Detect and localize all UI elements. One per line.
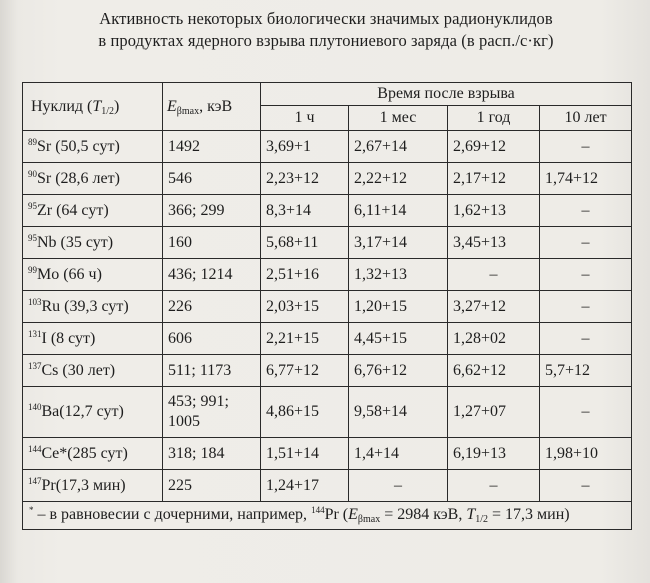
activity-cell: 4,86+15 — [261, 387, 349, 438]
energy-cell: 1492 — [163, 131, 261, 163]
energy-cell: 436; 1214 — [163, 259, 261, 291]
energy-cell: 546 — [163, 163, 261, 195]
nuclide-cell: $^{147}$Pr(17,3 мин) — [23, 470, 163, 502]
energy-cell: 225 — [163, 470, 261, 502]
activity-cell: 6,11+14 — [349, 195, 448, 227]
table-row — [23, 291, 632, 323]
activity-cell: 2,51+16 — [261, 259, 349, 291]
activity-cell: – — [540, 195, 632, 227]
table-row — [23, 163, 632, 195]
table-row — [23, 387, 632, 438]
activity-cell: 5,68+11 — [261, 227, 349, 259]
activity-cell: 1,32+13 — [349, 259, 448, 291]
table-row — [23, 131, 632, 163]
energy-cell: 606 — [163, 323, 261, 355]
activity-cell: 6,62+12 — [448, 355, 540, 387]
activity-cell: 6,19+13 — [448, 438, 540, 470]
table-row — [23, 323, 632, 355]
activity-cell: – — [540, 131, 632, 163]
table-row — [23, 470, 632, 502]
header-time-1year: 1 год — [448, 106, 540, 131]
activity-cell: 2,03+15 — [261, 291, 349, 323]
table-row — [23, 438, 632, 470]
activity-cell: 8,3+14 — [261, 195, 349, 227]
activity-cell: – — [448, 259, 540, 291]
activity-cell: 4,45+15 — [349, 323, 448, 355]
nuclide-activity-table — [22, 82, 632, 530]
activity-cell: 3,27+12 — [448, 291, 540, 323]
table-row — [23, 227, 632, 259]
activity-cell: 1,20+15 — [349, 291, 448, 323]
table-title — [26, 8, 626, 52]
activity-cell: 3,17+14 — [349, 227, 448, 259]
activity-cell: – — [540, 323, 632, 355]
header-time-group: Время после взрыва — [261, 83, 632, 106]
activity-cell: 1,51+14 — [261, 438, 349, 470]
table-row — [23, 259, 632, 291]
activity-cell: 2,17+12 — [448, 163, 540, 195]
activity-cell: 2,67+14 — [349, 131, 448, 163]
header-nuclide: Нуклид $(T_{1/2})$ — [23, 83, 163, 131]
nuclide-cell: $^{90}$Sr (28,6 лет) — [23, 163, 163, 195]
table-row — [23, 195, 632, 227]
title-line-2: в продуктах ядерного взрыва плутониевого заряда (в расп./с·кг) — [98, 31, 554, 50]
energy-cell: 226 — [163, 291, 261, 323]
energy-cell: 160 — [163, 227, 261, 259]
activity-cell: – — [540, 259, 632, 291]
activity-cell: – — [349, 470, 448, 502]
activity-cell: 3,45+13 — [448, 227, 540, 259]
activity-cell: 9,58+14 — [349, 387, 448, 438]
activity-cell: 1,27+07 — [448, 387, 540, 438]
nuclide-cell: $^{131}$I (8 сут) — [23, 323, 163, 355]
nuclide-cell: $^{95}$Zr (64 сут) — [23, 195, 163, 227]
activity-cell: – — [540, 470, 632, 502]
energy-cell: 318; 184 — [163, 438, 261, 470]
activity-cell: 6,76+12 — [349, 355, 448, 387]
activity-cell: 3,69+1 — [261, 131, 349, 163]
title-line-1: Активность некоторых биологически значимых радионуклидов — [99, 9, 553, 28]
activity-cell: – — [540, 387, 632, 438]
energy-cell: 511; 1173 — [163, 355, 261, 387]
activity-cell: 2,69+12 — [448, 131, 540, 163]
activity-cell: 2,22+12 — [349, 163, 448, 195]
table-row — [23, 355, 632, 387]
activity-cell: 1,4+14 — [349, 438, 448, 470]
activity-cell: 2,21+15 — [261, 323, 349, 355]
header-time-10years: 10 лет — [540, 106, 632, 131]
activity-cell: 5,7+12 — [540, 355, 632, 387]
activity-cell: – — [540, 227, 632, 259]
footnote: * – в равновесии с дочерними, например, $^{144}$Pr ($E_{\beta max} = 2984$ кэВ, $T_{1/2} = 17,3$ мин) — [23, 502, 632, 530]
nuclide-cell: $^{103}$Ru (39,3 сут) — [23, 291, 163, 323]
nuclide-cell: $^{89}$Sr (50,5 сут) — [23, 131, 163, 163]
nuclide-cell: $^{144}$Ce*(285 сут) — [23, 438, 163, 470]
activity-cell: – — [448, 470, 540, 502]
activity-cell: 1,74+12 — [540, 163, 632, 195]
activity-cell: 1,98+10 — [540, 438, 632, 470]
header-time-1h: 1 ч — [261, 106, 349, 131]
nuclide-cell: $^{99}$Mo (66 ч) — [23, 259, 163, 291]
header-time-1month: 1 мес — [349, 106, 448, 131]
activity-cell: 1,24+17 — [261, 470, 349, 502]
activity-cell: 2,23+12 — [261, 163, 349, 195]
activity-cell: 6,77+12 — [261, 355, 349, 387]
energy-cell: 366; 299 — [163, 195, 261, 227]
header-energy: $E_{\beta max}$, кэВ — [163, 83, 261, 131]
activity-cell: – — [540, 291, 632, 323]
activity-cell: 1,28+02 — [448, 323, 540, 355]
nuclide-cell: $^{95}$Nb (35 сут) — [23, 227, 163, 259]
energy-cell: 453; 991; 1005 — [163, 387, 261, 438]
nuclide-cell: $^{137}$Cs (30 лет) — [23, 355, 163, 387]
nuclide-cell: $^{140}$Ba(12,7 сут) — [23, 387, 163, 438]
activity-cell: 1,62+13 — [448, 195, 540, 227]
